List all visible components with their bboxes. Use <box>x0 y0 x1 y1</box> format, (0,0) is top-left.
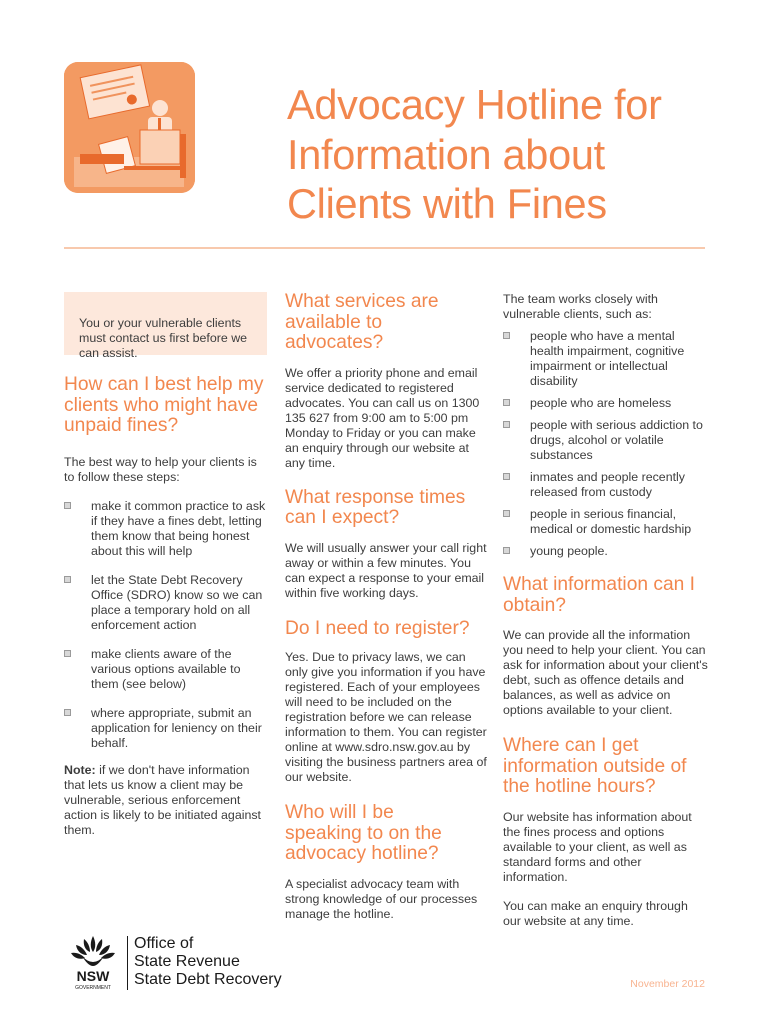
outside-hours-text: Our website has information about the fines process and options available to your client, as well as standard forms and other information. <box>503 809 692 884</box>
speaking-heading: Who will I be speaking to on the advocacy hotline? <box>285 802 442 864</box>
note-text: if we don't have information that lets us know a client may be vulnerable, serious enforcement action is likely to be initiated against them. <box>64 762 261 837</box>
response-text: We will usually answer your call right away or within a few minutes. You can expect a response to your email within five working days. <box>285 540 487 600</box>
list-item: let the State Debt Recovery Office (SDRO) know so we can place a temporary hold on all enforcement action <box>64 573 269 633</box>
square-bullet-icon <box>503 510 510 517</box>
office-line-2: State Revenue <box>134 953 240 970</box>
square-bullet-icon <box>503 421 510 428</box>
square-bullet-icon <box>503 399 510 406</box>
note-paragraph <box>64 763 269 838</box>
list-item: people who are homeless <box>503 396 708 411</box>
steps-list <box>64 499 269 751</box>
speaking-text: A specialist advocacy team with strong knowledge of our processes manage the hotline. <box>285 876 478 921</box>
nsw-wordmark: NSW <box>76 968 110 984</box>
list-item: inmates and people recently released from custody <box>503 470 708 500</box>
list-item: people in serious financial, medical or domestic hardship <box>503 507 708 537</box>
callout-text: You or your vulnerable clients must contact us first before we can assist. <box>79 316 248 361</box>
osr-logo <box>64 934 284 994</box>
square-bullet-icon <box>64 709 71 716</box>
right-column <box>503 292 708 929</box>
enquiry-text: You can make an enquiry through our website at any time. <box>503 898 688 928</box>
square-bullet-icon <box>503 473 510 480</box>
list-item: people with serious addiction to drugs, alcohol or volatile substances <box>503 418 708 463</box>
logo-divider <box>127 936 128 990</box>
list-item: people who have a mental health impairment, cognitive impairment or intellectual disability <box>503 329 708 389</box>
register-heading: Do I need to register? <box>285 617 470 639</box>
help-clients-heading: How can I best help my clients who might have unpaid fines? <box>64 374 264 436</box>
left-column <box>64 375 269 838</box>
list-item: young people. <box>503 544 708 559</box>
note-label: Note: <box>64 762 96 777</box>
office-line-3: State Debt Recovery <box>134 971 282 988</box>
title-divider <box>64 247 705 249</box>
square-bullet-icon <box>503 547 510 554</box>
services-heading: What services are available to advocates? <box>285 291 439 353</box>
help-intro: The best way to help your clients is to follow these steps: <box>64 454 257 484</box>
square-bullet-icon <box>503 332 510 339</box>
info-text: We can provide all the information you need to help your client. You can ask for information about your client's debt, such as offence details and balances, as well as advice on options available to your client. <box>503 628 708 717</box>
office-line-1: Office of <box>134 935 194 952</box>
page-title: Advocacy Hotline for Information about Clients with Fines <box>287 80 662 228</box>
square-bullet-icon <box>64 650 71 657</box>
response-heading: What response times can I expect? <box>285 486 466 528</box>
services-text: We offer a priority phone and email service dedicated to registered advocates. You can call us on 1300 135 627 from 9:00 am to 5:00 pm Monday to Friday or you can make an enquiry through our website at any time. <box>285 365 480 470</box>
waratah-icon <box>64 934 122 990</box>
list-item: make it common practice to ask if they have a fines debt, letting them know that being honest about this will help <box>64 499 269 559</box>
square-bullet-icon <box>64 502 71 509</box>
hero-illustration <box>64 62 195 193</box>
publication-date: November 2012 <box>630 978 705 990</box>
info-heading: What information can I obtain? <box>503 574 695 616</box>
square-bullet-icon <box>64 576 71 583</box>
list-item: make clients aware of the various options available to them (see below) <box>64 647 269 692</box>
callout-box <box>64 292 267 361</box>
outside-hours-heading: Where can I get information outside of the hotline hours? <box>503 735 687 797</box>
logo-text <box>134 935 282 989</box>
government-wordmark: GOVERNMENT <box>75 985 111 990</box>
register-text: Yes. Due to privacy laws, we can only give you information if you have registered. Each of your employees will need to be included on the registration before we can release information to them. You can register online at www.sdro.nsw.gov.au by visiting the business partners area of our website. <box>285 650 487 784</box>
clients-list <box>503 329 708 559</box>
list-item: where appropriate, submit an application for leniency on their behalf. <box>64 706 269 751</box>
clients-intro: The team works closely with vulnerable clients, such as: <box>503 292 658 321</box>
middle-column <box>285 292 487 922</box>
